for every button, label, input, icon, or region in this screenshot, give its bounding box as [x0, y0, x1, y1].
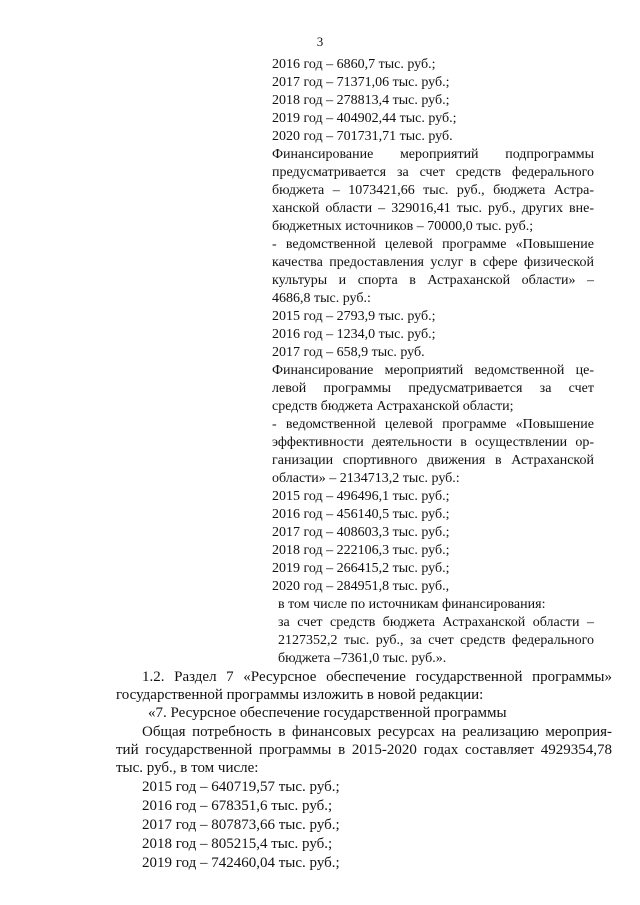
- text-line: 2016 год – 1234,0 тыс. руб.;: [272, 327, 436, 342]
- text-line: эффективности деятельности в осуществлении ор-: [272, 435, 594, 450]
- text-line: бюджета – 1073421,66 тыс. руб., бюджета Астра-: [272, 183, 594, 198]
- text-line: 2020 год – 284951,8 тыс. руб.,: [272, 579, 450, 594]
- text-line: бюджета –7361,0 тыс. руб.».: [278, 651, 447, 666]
- text-line: 2017 год – 807873,66 тыс. руб.;: [142, 817, 340, 833]
- text-line: 2127352,2 тыс. руб., за счет средств федерального: [278, 633, 594, 648]
- text-line: 2018 год – 805215,4 тыс. руб.;: [142, 836, 333, 852]
- text-line: - ведомственной целевой программе «Повышение: [272, 237, 594, 252]
- text-line: тий государственной программы в 2015-2020 годах составляет 4929354,78: [116, 742, 612, 758]
- text-line: Финансирование мероприятий подпрограммы: [272, 147, 594, 162]
- text-line: 4686,8 тыс. руб.:: [272, 291, 371, 306]
- section-heading: «7. Ресурсное обеспечение государственной программы: [148, 705, 507, 721]
- text-line: 2017 год – 408603,3 тыс. руб.;: [272, 525, 450, 540]
- text-line: Общая потребность в финансовых ресурсах на реализацию мероприя-: [142, 724, 612, 740]
- page-number: 3: [316, 34, 324, 49]
- text-line: Финансирование мероприятий ведомственной це-: [272, 363, 594, 378]
- text-line: - ведомственной целевой программе «Повышение: [272, 417, 594, 432]
- text-line: 2015 год – 640719,57 тыс. руб.;: [142, 779, 340, 795]
- text-line: 2018 год – 222106,3 тыс. руб.;: [272, 543, 450, 558]
- text-line: культуры и спорта в Астраханской области» –: [272, 273, 594, 288]
- text-line: ханской области – 329016,41 тыс. руб., других вне-: [272, 201, 594, 216]
- text-line: качества предоставления услуг в сфере физической: [272, 255, 594, 270]
- text-line: за счет средств бюджета Астраханской области –: [278, 615, 594, 630]
- text-line: 2016 год – 678351,6 тыс. руб.;: [142, 798, 333, 814]
- text-line: тыс. руб., в том числе:: [116, 760, 259, 776]
- text-line: области» – 2134713,2 тыс. руб.:: [272, 471, 460, 486]
- text-line: ганизации спортивного движения в Астраханской: [272, 453, 594, 468]
- text-line: 2015 год – 496496,1 тыс. руб.;: [272, 489, 450, 504]
- text-line: 2015 год – 2793,9 тыс. руб.;: [272, 309, 436, 324]
- text-line: бюджетных источников – 70000,0 тыс. руб.;: [272, 219, 534, 234]
- text-line: левой программы предусматривается за счет: [272, 381, 594, 396]
- text-line: средств бюджета Астраханской области;: [272, 399, 514, 414]
- text-line: 2019 год – 266415,2 тыс. руб.;: [272, 561, 450, 576]
- text-line: предусматривается за счет средств федерального: [272, 165, 594, 180]
- text-line: 2017 год – 71371,06 тыс. руб.;: [272, 75, 450, 90]
- text-line: государственной программы изложить в новой редакции:: [116, 687, 484, 703]
- text-line: 1.2. Раздел 7 «Ресурсное обеспечение государственной программы»: [142, 669, 612, 685]
- text-line: 2019 год – 742460,04 тыс. руб.;: [142, 855, 340, 871]
- text-line: 2019 год – 404902,44 тыс. руб.;: [272, 111, 457, 126]
- text-line: 2020 год – 701731,71 тыс. руб.: [272, 129, 453, 144]
- text-line: 2016 год – 6860,7 тыс. руб.;: [272, 57, 436, 72]
- text-line: 2017 год – 658,9 тыс. руб.: [272, 345, 425, 360]
- text-line: 2018 год – 278813,4 тыс. руб.;: [272, 93, 450, 108]
- text-line: 2016 год – 456140,5 тыс. руб.;: [272, 507, 450, 522]
- text-line: в том числе по источникам финансирования:: [278, 597, 546, 612]
